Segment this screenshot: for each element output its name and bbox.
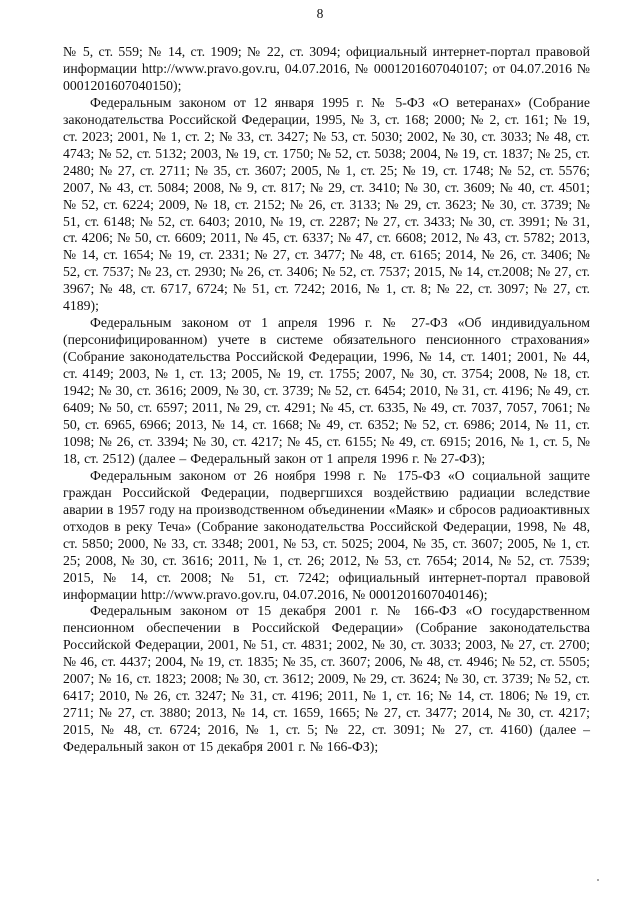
paragraph-law-veterans: Федеральным законом от 12 января 1995 г. № 5-ФЗ «О ветеранах» (Собрание законодательства Российской Федерации, 1995, № 3, ст. 168; 2000; № 2, ст. 161; № 19, ст. 2023; 2001, № 1, ст. 2; № 33, ст. 3427; № 53, ст. 5030; 2002, № 30, ст. 3033; № 48, ст. 4743; № 52, ст. 5132; 2003, № 19, ст. 1750; № 52, ст. 5038; 2004, № 19, ст. 1837; № 25, ст. 2480; № 27, ст. 2711; № 35, ст. 3607; 2005, № 1, ст. 25; № 19, ст. 1748; № 52, ст. 5576; 2007, № 43, ст. 5084; 2008, № 9, ст. 817; № 29, ст. 3410; № 30, ст. 3609; № 40, ст. 4501; № 52, ст. 6224; 2009, № 18, ст. 2152; № 26, ст. 3133; № 29, ст. 3623; № 30, ст. 3739; № 51, ст. 6148; № 52, ст. 6403; 2010, № 19, ст. 2287; № 27, ст. 3433; № 30, ст. 3991; № 31, ст. 4206; № 50, ст. 6609; 2011, № 45, ст. 6337; № 47, ст. 6608; 2012, № 43, ст. 5782; 2013, № 14, ст. 1654; № 19, ст. 2331; № 27, ст. 3477; № 48, ст. 6165; 2014, № 26, ст. 3406; № 52, ст. 7537; № 23, ст. 2930; № 26, ст. 3406; № 52, ст. 7537; 2015, № 14, ст.2008; № 27, ст. 3967; № 48, ст. 6717, 6724; № 51, ст. 7242; 2016, № 1, ст. 8; № 22, ст. 3097; № 27, ст. 4189);	[63, 94, 590, 314]
scan-speck	[597, 879, 599, 881]
paragraph-continuation: № 5, ст. 559; № 14, ст. 1909; № 22, ст. 3094; официальный интернет-портал правовой информации http://www.pravo.gov.ru, 04.07.2016, № 0001201607040107; от 04.07.2016 № 0001201607040150);	[63, 44, 590, 93]
paragraph-law-state-pension: Федеральным законом от 15 декабря 2001 г. № 166-ФЗ «О государственном пенсионном обеспечении в Российской Федерации» (Собрание законодательства Российской Федерации, 2001, № 51, ст. 4831; 2002, № 30, ст. 3033; 2003, № 27, ст. 2700; № 46, ст. 4437; 2004, № 19, ст. 1835; № 35, ст. 3607; 2006, № 48, ст. 4946; № 52, ст. 5505; 2007; № 16, ст. 1823; 2008; № 30, ст. 3612; 2009, № 29, ст. 3624; № 30, ст. 3739; № 52, ст. 6417; 2010, № 26, ст. 3247; № 31, ст. 4196; 2011, № 1, ст. 16; № 14, ст. 1806; № 19, ст. 2711; № 27, ст. 3880; 2013, № 14, ст. 1659, 1665; № 27, ст. 3477; 2014, № 30, ст. 4217; 2015, № 48, ст. 6724; 2016, № 1, ст. 5; № 22, ст. 3091; № 27, ст. 4160) (далее – Федеральный закон от 15 декабря 2001 г. № 166-ФЗ);	[63, 603, 590, 755]
paragraph-law-mayak-radiation: Федеральным законом от 26 ноября 1998 г. № 175-ФЗ «О социальной защите граждан Российской Федерации, подвергшихся воздействию радиации вследствие аварии в 1957 году на производственном объединении «Маяк» и сбросов радиоактивных отходов в реку Теча» (Собрание законодательства Российской Федерации, 1998, № 48, ст. 5850; 2000, № 33, ст. 3348; 2001, № 53, ст. 5025; 2004, № 35, ст. 3607; 2005, № 1, ст. 25; 2008, № 30, ст. 3616; 2011, № 1, ст. 26; 2012, № 53, ст. 7654; 2014, № 52, ст. 7539; 2015, № 14, ст. 2008; № 51, ст. 7242; официальный интернет-портал правовой информации http://www.pravo.gov.ru, 04.07.2016, № 0001201607040146);	[63, 467, 590, 602]
page-number: 8	[316, 6, 324, 21]
paragraph-law-personal-accounting: Федеральным законом от 1 апреля 1996 г. № 27-ФЗ «Об индивидуальном (персонифицированном) учете в системе обязательного пенсионного страхования» (Собрание законодательства Российской Федерации, 1996, № 14, ст. 1401; 2001, № 44, ст. 4149; 2003, № 1, ст. 13; 2005, № 19, ст. 1755; 2007, № 30, ст. 3754; 2008, № 18, ст. 1942; № 30, ст. 3616; 2009, № 30, ст. 3739; № 52, ст. 6454; 2010, № 31, ст. 4196; № 49, ст. 6409; № 50, ст. 6597; 2011, № 29, ст. 4291; № 45, ст. 6335, № 49, ст. 7037, 7057, 7061; № 50, ст. 6965, 6966; 2013, № 14, ст. 1668; № 49, ст. 6352; № 52, ст. 6986; 2014, № 11, ст. 1098; № 26, ст. 3394; № 30, ст. 4217; № 45, ст. 6155; № 49, ст. 6915; 2016, № 1, ст. 5, № 18, ст. 2512) (далее – Федеральный закон от 1 апреля 1996 г. № 27-ФЗ);	[63, 315, 590, 466]
document-body	[63, 44, 590, 756]
